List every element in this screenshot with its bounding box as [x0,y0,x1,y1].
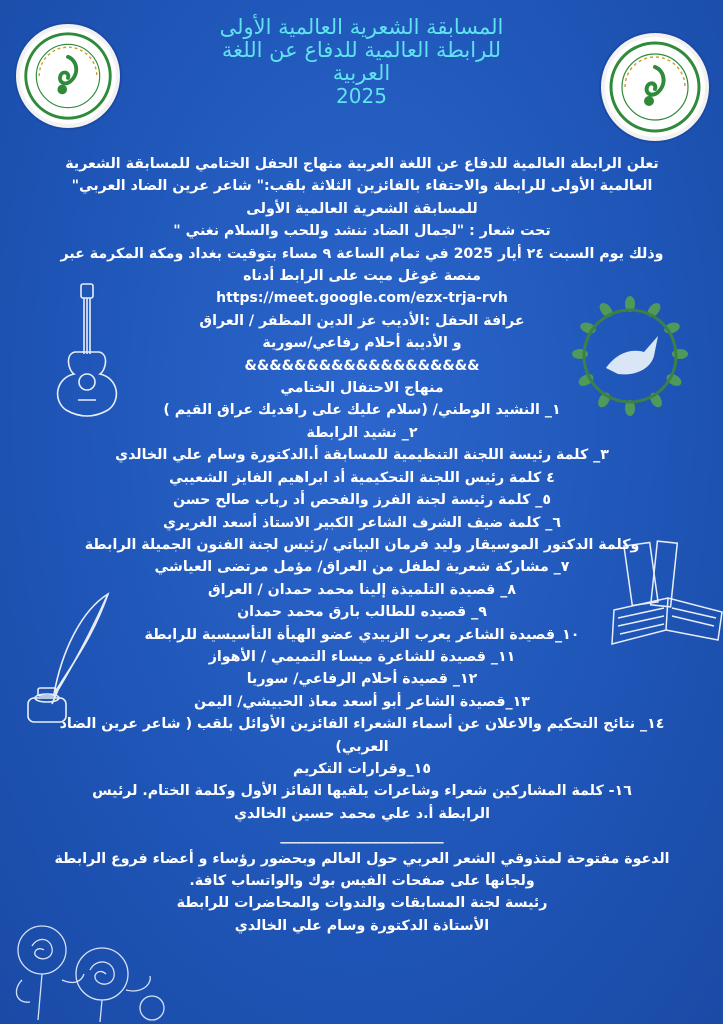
date-line: وذلك يوم السبت ٢٤ أيار 2025 في تمام الساعة ٩ مساء بتوقيت بغداد ومكة المكرمة عبر [60,245,664,262]
title-line-2: للرابطة العالمية للدفاع عن اللغة [221,38,502,62]
program-item: ١٦- كلمة المشاركين شعراء وشاعرات يلقيها الفائز الأول وكلمة الختام. لرئيس [92,783,632,800]
program-item: ١٤_ نتائج التحكيم والاعلان عن أسماء الشعراء الفائزين الأوائل بلقب ( شاعر عرين الضاد [59,716,665,733]
program-item: ١١_ قصيدة للشاعرة ميساء التميمي / الأهواز [208,648,516,665]
program-item: ٢_ نشيد الرابطة [306,424,418,441]
program-item: ٦_ كلمة ضيف الشرف الشاعر الكبير الاستاذ أسعد الغريري [162,514,562,531]
signature-title: رئيسة لجنة المسابقات والندوات والمحاضرات للرابطة [176,895,548,912]
logo-emblem-icon [16,24,120,128]
invitation-line: ولجانها على صفحات الفيس بوك والواتساب كافة. [189,873,535,889]
announcement-body [28,153,696,937]
program-item: ١٠_قصيدة الشاعر يعرب الزبيدي عضو الهيأة التأسيسية للرابطة [144,626,580,643]
program-item: ٨_ قصيدة التلميذة إلينا محمد حمدان / العراق [207,581,517,598]
program-item: ٣_ كلمة رئيسة اللجنة التنظيمية للمسابقة أ.الدكتورة وسام علي الخالدي [115,447,609,464]
title-line-3: العربية [332,61,391,85]
body-line: للمسابقة الشعرية العالمية الأولى [246,200,478,217]
program-item: ١٣_قصيدة الشاعر أبو أسعد معاذ الحبيشي/ اليمن [194,693,530,710]
program-item: ٤ كلمة رئيس اللجنة التحكيمية أد ابراهيم الفايز الشعيبي [169,469,555,486]
invitation-line: الدعوة مفتوحة لمتذوقي الشعر العربي حول العالم وبحضور رؤساء و أعضاء فروع الرابطة [54,850,670,867]
body-line: العالمية الأولى للرابطة والاحتفاء بالفائزين الثلاثة بلقب:" شاعر عرين الضاد العربي" [71,178,653,195]
divider-ampersands: &&&&&&&&&&&&&&&&&&& [244,357,480,374]
program-heading: منهاج الاحتفال الختامي [280,380,444,397]
program-item: ١_ النشيد الوطني/ (سلام عليك على رافديك عراق القيم ) [163,402,561,419]
program-item: ٩_ قصيده للطالب بارق محمد حمدان [237,604,487,621]
body-line: منصة غوغل ميت على الرابط أدناه [243,268,481,285]
title-line-1: المسابقة الشعرية العالمية الأولى [219,15,504,39]
logo-emblem-icon [601,33,709,141]
body-line: تعلن الرابطة العالمية للدفاع عن اللغة العربية منهاج الحفل الختامي للمسابقة الشعرية [65,156,659,172]
host-line: و الأديبة أحلام رفاعي/سورية [262,335,462,352]
slogan-line: تحت شعار : "لجمال الضاد ننشد وللحب والسلام نغني " [173,223,551,240]
program-item: الرابطة أ.د علي محمد حسين الخالدي [234,805,490,822]
program-item: ٥_ كلمة رئيسة لجنة الفرز والفحص أد رباب صالح حسن [172,492,552,509]
program-item: ١٥_وقرارات التكريم [293,760,431,777]
host-line: عرافة الحفل :الأديب عز الدين المظفر / العراق [199,312,525,329]
program-item: ٧_ مشاركة شعرية لطفل من العراق/ مؤمل مرتضى العياشي [154,559,570,576]
meet-link[interactable]: https://meet.google.com/ezx-trja-rvh [216,290,508,307]
program-item: وكلمة الدكتور الموسيقار وليد فرمان البياتي /رئيس لجنة الفنون الجميلة الرابطة [84,536,640,553]
poster-title [140,16,583,108]
title-year: 2025 [336,84,387,108]
program-item: العربي) [335,738,389,755]
signature-name: الأستاذة الدكتورة وسام علي الخالدي [234,917,490,934]
divider-line: _______________________ [280,828,444,845]
program-item: ١٢_ قصيدة أحلام الرفاعي/ سوريا [246,671,478,688]
